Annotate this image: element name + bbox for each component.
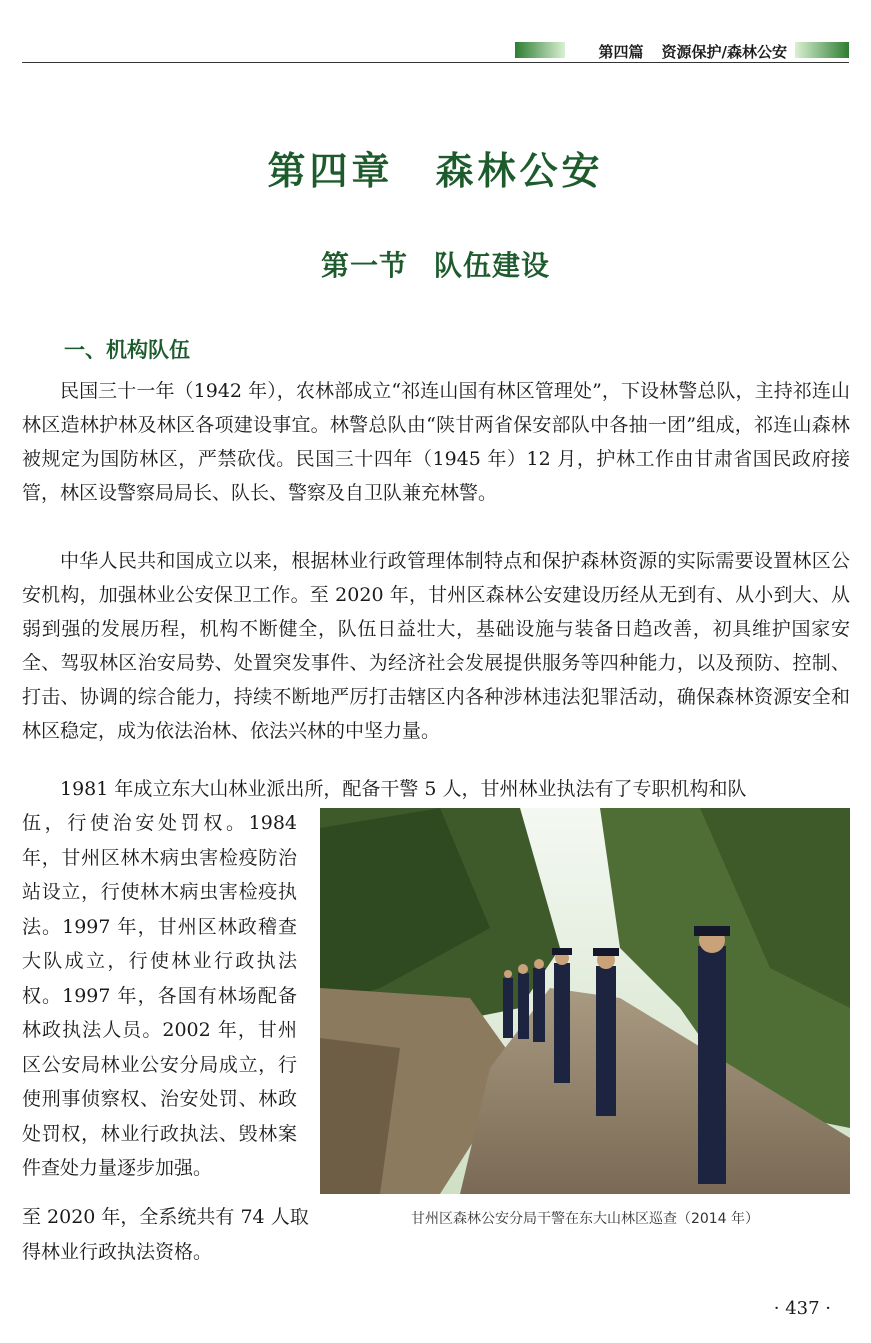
subsection-title: 一、机构队伍 <box>64 338 190 362</box>
section-name: 队伍建设 <box>434 249 551 282</box>
running-header <box>22 40 849 63</box>
chapter-name: 森林公安 <box>435 149 604 193</box>
paragraph-3-wrapped: 伍，行使治安处罚权。1984 年，甘州区林木病虫害检疫防治站设立，行使林木病虫害检疫执法。1997 年，甘州区林政稽查大队成立，行使林业行政执法权。1997 年，各国有林场配备林政执法人员。2002 年，甘州区公安局林业公安分局成立，行使刑事侦察权、治安处罚、林政处罚权，林业行政执法、毁林案件查处力量逐步加强。 <box>22 812 297 1179</box>
header-decor-left <box>515 42 565 58</box>
forest-patrol-photo <box>320 808 850 1194</box>
section-number: 第一节 <box>320 249 408 282</box>
page-number: · 437 · <box>773 1298 831 1319</box>
header-text <box>599 41 788 62</box>
chapter-number: 第四章 <box>267 149 394 193</box>
paragraph-1: 民国三十一年（1942 年），农林部成立“祁连山国有林区管理处”，下设林警总队，主持祁连山林区造林护林及林区各项建设事宜。林警总队由“陕甘两省保安部队中各抽一团”组成，祁连山森林被规定为国防林区，严禁砍伐。民国三十四年（1945 年）12 月，护林工作由甘肃省国民政府接管，林区设警察局局长、队长、警察及自卫队兼充林警。 <box>22 380 850 504</box>
paragraph-3-tail: 至 2020 年，全系统共有 74 人取得林业行政执法资格。 <box>22 1206 309 1263</box>
paragraph-2: 中华人民共和国成立以来，根据林业行政管理体制特点和保护森林资源的实际需要设置林区公安机构，加强林业公安保卫工作。至 2020 年，甘州区森林公安建设历经从无到有、从小到大、从弱到强的发展历程，机构不断健全，队伍日益壮大，基础设施与装备日趋改善，初具维护国家安全、驾驭林区治安局势、处置突发事件、为经济社会发展提供服务等四种能力，以及预防、控制、打击、协调的综合能力，持续不断地严厉打击辖区内各种涉林违法犯罪活动，确保森林资源安全和林区稳定，成为依法治林、依法兴林的中坚力量。 <box>22 550 850 742</box>
header-part: 第四篇 <box>598 43 644 61</box>
section-title <box>0 244 871 284</box>
photo-caption: 甘州区森林公安分局干警在东大山林区巡查（2014 年） <box>410 1211 760 1227</box>
paragraph-3-first-line: 1981 年成立东大山林业派出所，配备干警 5 人，甘州林业执法有了专职机构和队 <box>60 778 747 800</box>
header-section: 资源保护/森林公安 <box>661 43 787 61</box>
header-decor-right <box>795 42 849 58</box>
chapter-title <box>0 140 871 195</box>
